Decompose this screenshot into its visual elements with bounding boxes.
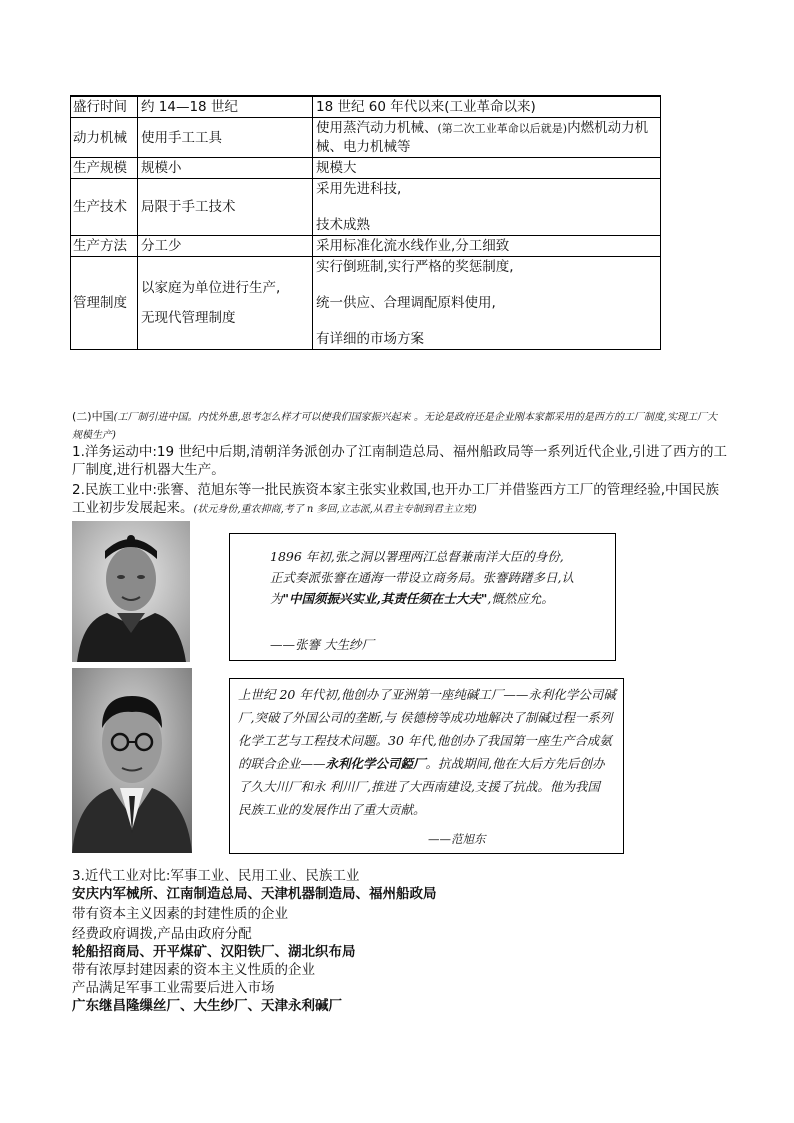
- handicraft-cell: [138, 257, 313, 350]
- handicraft-cell: 使用手工工具: [138, 118, 313, 158]
- zhang-jian-portrait: [72, 521, 190, 662]
- factory-cell: 采用标准化流水线作业,分工细致: [313, 236, 661, 257]
- handicraft-cell: 局限于手工技术: [138, 179, 313, 236]
- national-industry-list: 广东继昌隆缫丝厂、大生纱厂、天津永利碱厂: [72, 998, 342, 1014]
- row-label: 动力机械: [71, 118, 138, 158]
- handicraft-cell: 规模小: [138, 158, 313, 179]
- row-label: 管理制度: [71, 257, 138, 350]
- cell-text: 统一供应、合理调配原料使用,: [316, 295, 496, 311]
- portrait-image: [72, 668, 192, 853]
- quote-body-end: ,慨然应允。: [487, 591, 554, 606]
- heading-text: (二)中国: [72, 410, 114, 423]
- factory-cell: [313, 179, 661, 236]
- section-heading: [72, 408, 724, 444]
- quote-body: 1896 年初,张之洞以署理两江总督兼南洋大臣的身份,正式奏派张謇在通海一带设立商务局。张謇踌躇多日,认为: [270, 549, 574, 606]
- military-industry-nature: 带有资本主义因素的封建性质的企业: [72, 906, 288, 922]
- factory-cell: [313, 257, 661, 350]
- row-label: 生产规模: [71, 158, 138, 179]
- table-row: [71, 179, 661, 236]
- quote-highlight: "中国须振兴实业,其责任须在士大夫": [282, 591, 488, 606]
- heading-note: (工厂制引进中国。内忧外患,思考怎么样才可以使我们国家振兴起来 。无论是政府还是企业刚本家都采用的是西方的工厂制度,实现工厂大规模生产): [72, 412, 718, 441]
- portrait-image: [72, 521, 190, 662]
- military-industry-list: 安庆内军械所、江南制造总局、天津机器制造局、福州船政局: [72, 886, 437, 902]
- quote-text: [270, 546, 575, 609]
- comparison-title: 3.近代工业对比:军事工业、民用工业、民族工业: [72, 868, 360, 884]
- factory-cell: [313, 118, 661, 158]
- civil-industry-list: 轮船招商局、开平煤矿、汉阳铁厂、湖北织布局: [72, 944, 356, 960]
- military-industry-distribution: 经费政府调拨,产品由政府分配: [72, 926, 252, 942]
- factory-cell: 规模大: [313, 158, 661, 179]
- quote-source: ——张謇 大生纱厂: [270, 637, 374, 652]
- factory-cell: 18 世纪 60 年代以来(工业革命以来): [313, 96, 661, 118]
- cell-text: 以家庭为单位进行生产,: [141, 280, 281, 296]
- cell-text: 采用先进科技,: [316, 181, 402, 197]
- cell-text: 使用蒸汽动力机械、: [316, 120, 438, 136]
- civil-industry-nature: 带有浓厚封建因素的资本主义性质的企业: [72, 962, 315, 978]
- table-row: [71, 96, 661, 118]
- row-label: 盛行时间: [71, 96, 138, 118]
- cell-text: 技术成熟: [316, 217, 370, 233]
- paragraph-note: (状元身份,重农抑商,考了 n 多回,立志派,从君主专制到君主立宪): [193, 504, 477, 515]
- cell-text: 有详细的市场方案: [316, 331, 424, 347]
- zhang-jian-quote-box: [229, 533, 616, 661]
- quote-source: ——范旭东: [428, 832, 486, 846]
- cell-note: (第二次工业革命以后就是): [437, 122, 568, 135]
- handicraft-cell: 约 14—18 世纪: [138, 96, 313, 118]
- fan-xudong-portrait: [72, 668, 192, 853]
- row-label: 生产技术: [71, 179, 138, 236]
- paragraph-national-industry: [72, 481, 727, 519]
- handicraft-cell: 分工少: [138, 236, 313, 257]
- cell-text: 无现代管理制度: [141, 310, 236, 326]
- comparison-table: [70, 95, 661, 350]
- paragraph-yangwu: 1.洋务运动中:19 世纪中后期,清朝洋务派创办了江南制造总局、福州船政局等一系列近代企业,引进了西方的工厂制度,进行机器大生产。: [72, 444, 727, 478]
- table-row: [71, 236, 661, 257]
- table-row: [71, 118, 661, 158]
- quote-body-end: 。抗战期间,他在大后方先后创办了久大川厂和永 利川厂,推进了大西南建设,支援了抗战。他为我国 民族工业的发展作出了重大贡献。: [238, 756, 605, 817]
- quote-highlight: 永利化学公司錏厂: [325, 756, 426, 771]
- quote-body: 上世纪 20 年代初,他创办了亚洲第一座纯碱工厂——永利化学公司碱厂,突破了外国公司的垄断,与 侯德榜等成功地解决了制碱过程一系列化学工艺与工程技术问题。30 年代,他创办了我国第一座生产合成氨的联合企业——: [238, 687, 616, 771]
- paragraph-text: 2.民族工业中:张謇、范旭东等一批民族资本家主张实业救国,也开办工厂并借鉴西方工厂的管理经验,中国民族工业初步发展起来。: [72, 482, 720, 516]
- quote-text: [238, 683, 616, 821]
- fan-xudong-quote-box: [229, 678, 624, 854]
- table-row: [71, 158, 661, 179]
- row-label: 生产方法: [71, 236, 138, 257]
- cell-text: 实行倒班制,实行严格的奖惩制度,: [316, 259, 514, 275]
- cell-text: 内燃机动力机械、电力机械等: [316, 120, 649, 155]
- table-row: [71, 257, 661, 350]
- civil-industry-distribution: 产品满足军事工业需要后进入市场: [72, 980, 275, 996]
